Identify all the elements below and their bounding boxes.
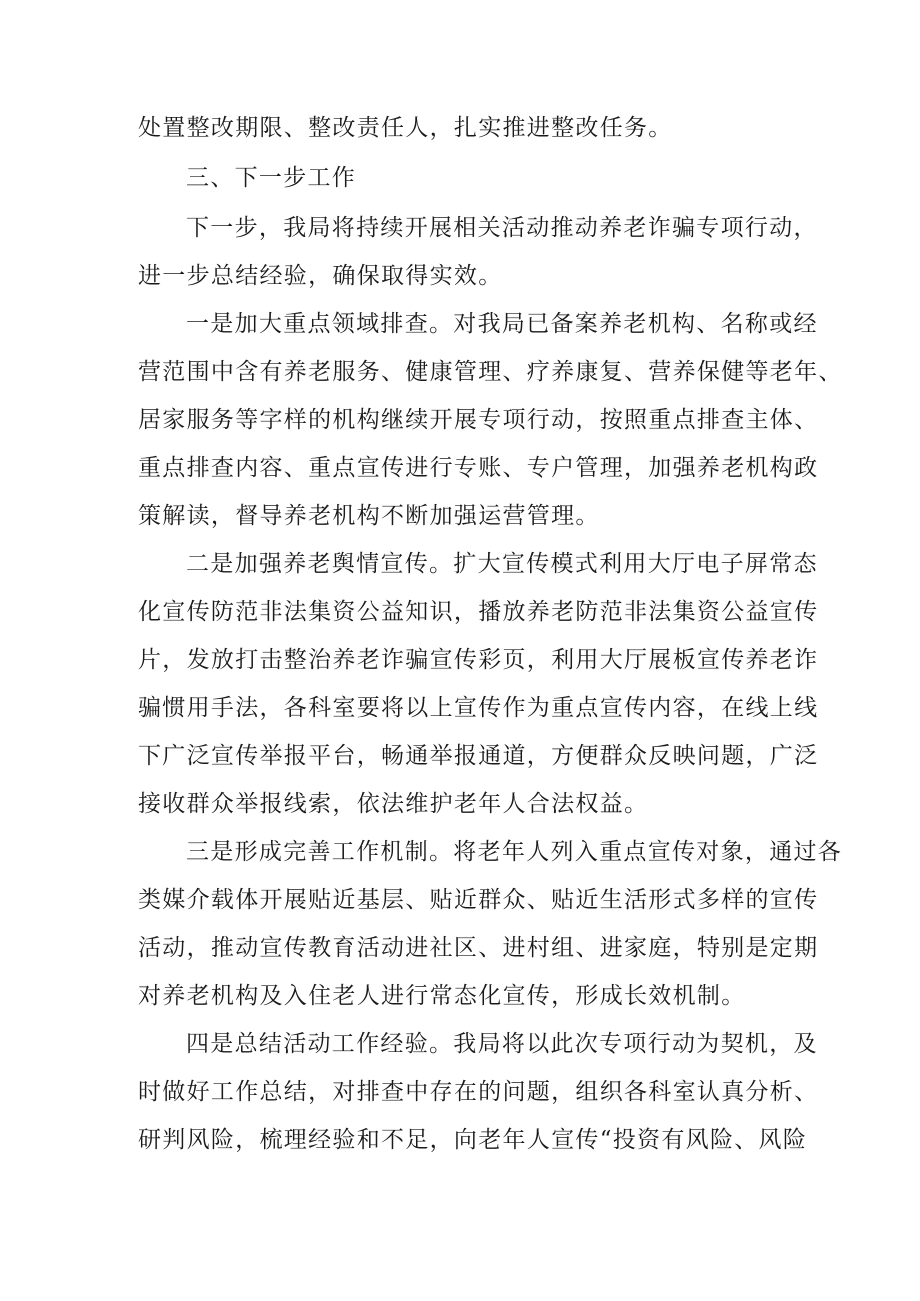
- text-line: 重点排查内容、重点宣传进行专账、专户管理，加强养老机构政: [138, 455, 819, 481]
- text-line: 化宣传防范非法集资公益知识，播放养老防范非法集资公益宣传: [138, 599, 819, 625]
- text-line: 片，发放打击整治养老诈骗宣传彩页，利用大厅展板宣传养老诈: [138, 647, 819, 673]
- section-heading: 三、下一步工作: [186, 165, 357, 191]
- text-line: 对养老机构及入住老人进行常态化宣传，形成长效机制。: [138, 983, 746, 1009]
- text-line: 研判风险，梳理经验和不足，向老年人宣传“投资有风险、风险: [138, 1127, 808, 1153]
- text-line: 时做好工作总结，对排查中存在的问题，组织各科室认真分析、: [138, 1079, 819, 1105]
- text-line: 骗惯用手法，各科室要将以上宣传作为重点宣传内容，在线上线: [138, 695, 819, 721]
- text-line: 二是加强养老舆情宣传。扩大宣传模式利用大厅电子屏常态: [186, 551, 818, 577]
- text-line: 活动，推动宣传教育活动进社区、进村组、进家庭，特别是定期: [138, 935, 819, 961]
- text-line: 一是加大重点领域排查。对我局已备案养老机构、名称或经: [186, 311, 818, 337]
- text-line: 营范围中含有养老服务、健康管理、疗养康复、营养保健等老年、: [138, 359, 843, 385]
- text-line: 处置整改期限、整改责任人，扎实推进整改任务。: [138, 115, 673, 141]
- text-line: 三是形成完善工作机制。将老年人列入重点宣传对象，通过各: [186, 839, 843, 865]
- text-line: 进一步总结经验，确保取得实效。: [138, 263, 503, 289]
- text-line: 类媒介载体开展贴近基层、贴近群众、贴近生活形式多样的宣传: [138, 887, 819, 913]
- text-line: 接收群众举报线索，依法维护老年人合法权益。: [138, 791, 649, 817]
- text-line: 策解读，督导养老机构不断加强运营管理。: [138, 503, 600, 529]
- text-line: 四是总结活动工作经验。我局将以此次专项行动为契机，及: [186, 1031, 818, 1057]
- text-line: 下一步，我局将持续开展相关活动推动养老诈骗专项行动，: [186, 215, 818, 241]
- text-line: 居家服务等字样的机构继续开展专项行动，按照重点排查主体、: [138, 407, 819, 433]
- text-line: 下广泛宣传举报平台，畅通举报通道，方便群众反映问题，广泛: [138, 743, 819, 769]
